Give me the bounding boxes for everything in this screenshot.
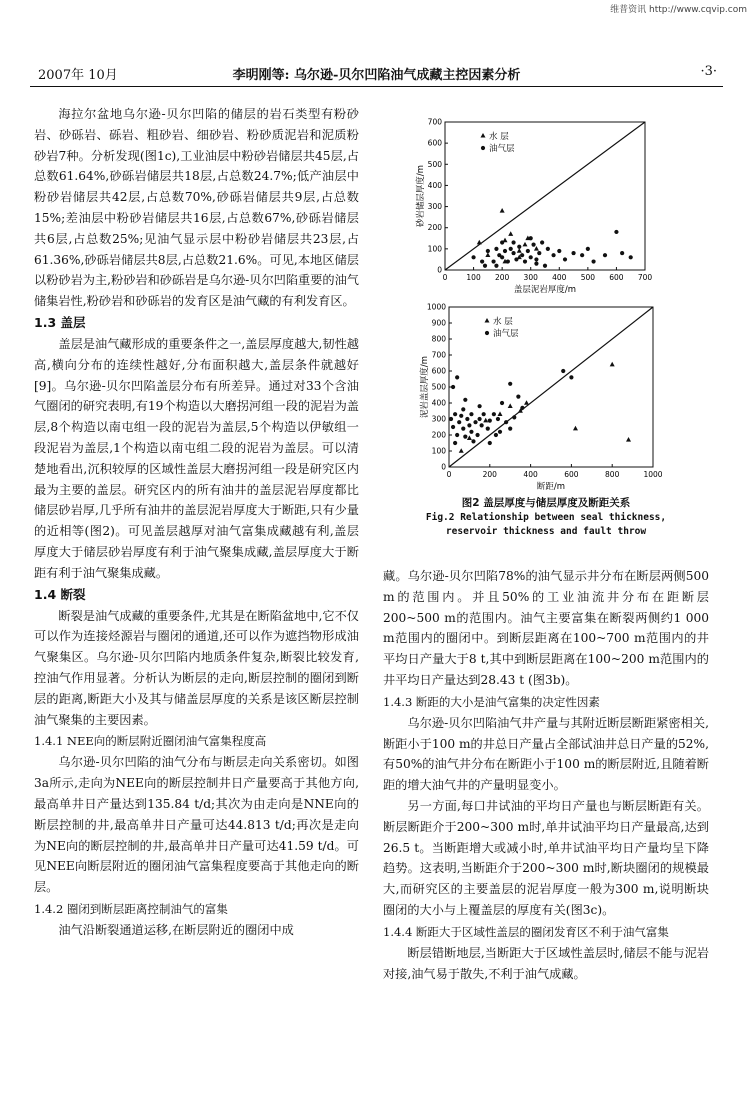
oil-gas-layer-point <box>494 247 498 251</box>
oil-gas-layer-point <box>486 249 490 253</box>
oil-gas-layer-point <box>488 419 492 423</box>
oil-gas-layer-point <box>543 264 547 268</box>
page-number: ·3· <box>700 64 717 79</box>
chart-reservoir-vs-seal <box>383 110 709 295</box>
oil-gas-layer-point <box>494 264 498 268</box>
x-tick-label: 100 <box>466 273 481 282</box>
paragraph: 海拉尔盆地乌尔逊-贝尔凹陷的储层的岩石类型有粉砂岩、砂砾岩、砾岩、粗砂岩、细砂岩、粉砂质泥岩和泥质粉砂岩7种。分析发现(图1c),工业油层中粉砂岩储层共45层,占总数61.64%,砂砾岩储层共18层,占总数24.7%;低产油层中粉砂岩储层共42层,占总数70%,砂砾岩储层共9层,占总数15%;差油层中粉砂岩储层共16层,占总数67%,砂砾岩储层共6层,占总数25%;见油气显示层中粉砂岩储层共23层,占61.36%,砂砾岩储层共8层,占总数21.6%。可见,本地区储层以粉砂岩为主,粉砂岩和砂砾岩是乌尔逊-贝尔凹陷重要的油气储集岩性,粉砂岩和砂砾岩的发育区是油气藏的有利发育区。 <box>34 107 359 309</box>
legend-oil-label: 油气层 <box>489 144 515 154</box>
oil-gas-layer-point <box>478 404 482 408</box>
water-layer-point <box>500 208 505 213</box>
legend-triangle-marker <box>481 133 486 138</box>
oil-gas-layer-point <box>449 417 453 421</box>
oil-gas-layer-point <box>512 415 516 419</box>
chart-seal-vs-throw <box>383 301 709 501</box>
oil-gas-layer-point <box>453 412 457 416</box>
subsection-heading: 1.4.1 NEE向的断层附近圈闭油气富集程度高 <box>34 734 267 749</box>
oil-gas-layer-point <box>491 259 495 263</box>
water-layer-point <box>534 246 539 251</box>
figure-caption <box>383 495 709 539</box>
oil-gas-layer-point <box>537 251 541 255</box>
y-tick-label: 500 <box>427 159 442 169</box>
oil-gas-layer-point <box>500 240 504 244</box>
water-layer-point <box>467 435 472 440</box>
oil-gas-layer-point <box>546 247 550 251</box>
y-tick-label: 700 <box>427 117 442 127</box>
oil-gas-layer-point <box>620 251 624 255</box>
x-tick-label: 500 <box>580 273 596 282</box>
oil-gas-layer-point <box>500 401 504 405</box>
oil-gas-layer-point <box>463 435 467 439</box>
oil-gas-layer-point <box>508 427 512 431</box>
paragraph: 乌尔逊-贝尔凹陷油气井产量与其附近断层断距紧密相关,断距小于100 m的井总日产量占全部试油井总日产量的52%,有50%的油气井分布在断距小于100 m的断层附近,且随着断距的增大油气井的产量明显变小。 <box>383 715 709 793</box>
legend-triangle-marker <box>485 318 490 323</box>
y-tick-label: 200 <box>427 223 442 233</box>
legend-dot-marker <box>481 146 485 150</box>
oil-gas-layer-point <box>529 236 533 240</box>
oil-gas-layer-point <box>511 251 515 255</box>
oil-gas-layer-point <box>569 375 573 379</box>
oil-gas-layer-point <box>455 375 459 379</box>
oil-gas-layer-point <box>480 423 484 427</box>
x-tick-label: 0 <box>442 273 448 282</box>
paragraph: 另一方面,每口井试油的平均日产量也与断层断距有关。断层断距介于200~300 m时,单井试油平均日产量最高,达到26.5 t。当断距增大或减小时,单井试油平均日产量均呈下降趋势。这表明,当断距介于200~300 m时,断块圈闭的规模最大,而研究区的主要盖层的泥岩厚度一般为300 m,说明断块圈闭的大小与上覆盖层的厚度有关(图3c)。 <box>383 798 709 917</box>
oil-gas-layer-point <box>526 249 530 253</box>
oil-gas-layer-point <box>469 412 473 416</box>
oil-gas-layer-point <box>469 430 473 434</box>
y-tick-label: 100 <box>427 244 442 254</box>
section-heading: 1.4 断裂 <box>34 586 86 602</box>
y-axis-label: 砂岩储层厚度/m <box>416 164 426 228</box>
subsection-heading: 1.4.4 断距大于区域性盖层的圈闭发育区不利于油气富集 <box>383 924 669 939</box>
x-axis-label: 断距/m <box>536 482 566 492</box>
oil-gas-layer-point <box>586 247 590 251</box>
reference-line <box>449 307 653 467</box>
water-layer-point <box>517 248 522 253</box>
oil-gas-layer-point <box>529 255 533 259</box>
water-layer-point <box>523 242 528 247</box>
oil-gas-layer-point <box>629 255 633 259</box>
legend-water-label: 水 层 <box>489 132 509 142</box>
oil-gas-layer-point <box>461 407 465 411</box>
y-tick-label: 300 <box>431 414 446 424</box>
x-tick-label: 400 <box>552 273 567 282</box>
oil-gas-layer-point <box>451 385 455 389</box>
oil-gas-layer-point <box>483 264 487 268</box>
water-layer-point <box>485 252 490 257</box>
y-tick-label: 700 <box>431 350 446 360</box>
oil-gas-layer-point <box>482 412 486 416</box>
y-tick-label: 1000 <box>426 302 446 312</box>
oil-gas-layer-point <box>517 245 521 249</box>
x-tick-label: 300 <box>523 273 538 282</box>
x-tick-label: 800 <box>605 470 620 479</box>
oil-gas-layer-point <box>563 257 567 261</box>
subsection-heading: 1.4.2 圈闭到断层距离控制油气的富集 <box>34 901 228 916</box>
paragraph: 油气沿断裂通道运移,在断层附近的圈闭中成 <box>58 922 294 937</box>
oil-gas-layer-point <box>561 369 565 373</box>
oil-gas-layer-point <box>523 259 527 263</box>
oil-gas-layer-point <box>511 240 515 244</box>
caption-en-line2: reservoir thickness and fault throw <box>445 526 647 537</box>
y-tick-label: 900 <box>431 318 446 328</box>
y-tick-label: 600 <box>427 138 442 148</box>
oil-gas-layer-point <box>534 257 538 261</box>
oil-gas-layer-point <box>480 259 484 263</box>
figure-2 <box>383 110 709 505</box>
oil-gas-layer-point <box>492 412 496 416</box>
oil-gas-layer-point <box>457 420 461 424</box>
x-tick-label: 600 <box>609 273 624 282</box>
oil-gas-layer-point <box>551 253 555 257</box>
y-tick-label: 0 <box>441 462 446 472</box>
reference-line <box>445 122 645 270</box>
water-layer-point <box>573 426 578 431</box>
oil-gas-layer-point <box>473 420 477 424</box>
paragraph: 断层错断地层,当断距大于区域性盖层时,储层不能与泥岩对接,油气易于散失,不利于油气成藏。 <box>383 945 709 981</box>
oil-gas-layer-point <box>486 427 490 431</box>
oil-gas-layer-point <box>508 382 512 386</box>
oil-gas-layer-point <box>500 255 504 259</box>
oil-gas-layer-point <box>603 253 607 257</box>
oil-gas-layer-point <box>580 253 584 257</box>
oil-gas-layer-point <box>504 420 508 424</box>
oil-gas-layer-point <box>509 247 513 251</box>
water-layer-point <box>477 240 482 245</box>
oil-gas-layer-point <box>520 253 524 257</box>
oil-gas-layer-point <box>461 427 465 431</box>
legend-water-label: 水 层 <box>493 317 513 327</box>
water-layer-point <box>524 400 529 405</box>
x-tick-label: 0 <box>446 470 452 479</box>
oil-gas-layer-point <box>514 257 518 261</box>
oil-gas-layer-point <box>531 243 535 247</box>
y-tick-label: 300 <box>427 202 442 212</box>
oil-gas-layer-point <box>591 259 595 263</box>
oil-gas-layer-point <box>540 240 544 244</box>
y-tick-label: 200 <box>431 430 446 440</box>
oil-gas-layer-point <box>471 439 475 443</box>
oil-gas-layer-point <box>455 433 459 437</box>
oil-gas-layer-point <box>503 249 507 253</box>
oil-gas-layer-point <box>498 430 502 434</box>
oil-gas-layer-point <box>520 406 524 410</box>
oil-gas-layer-point <box>506 259 510 263</box>
oil-gas-layer-point <box>459 414 463 418</box>
water-layer-point <box>508 403 513 408</box>
x-tick-label: 200 <box>494 273 510 282</box>
x-tick-label: 200 <box>482 470 497 479</box>
x-tick-label: 600 <box>564 470 579 479</box>
oil-gas-layer-point <box>516 395 520 399</box>
y-tick-label: 500 <box>431 382 446 392</box>
y-tick-label: 600 <box>431 366 446 376</box>
x-tick-label: 1000 <box>643 470 663 479</box>
section-heading: 1.3 盖层 <box>34 314 86 330</box>
oil-gas-layer-point <box>496 417 500 421</box>
water-layer-point <box>626 437 631 442</box>
oil-gas-layer-point <box>571 251 575 255</box>
right-column <box>383 566 709 984</box>
caption-en-line1: Fig.2 Relationship between seal thickness, <box>425 512 667 523</box>
watermark: 维普资讯 http://www.cqvip.com <box>610 5 747 15</box>
legend-oil-label: 油气层 <box>493 329 519 339</box>
water-layer-point <box>498 411 503 416</box>
oil-gas-layer-point <box>614 230 618 234</box>
header-date: 2007年 10月 <box>38 68 118 83</box>
left-column <box>34 104 359 941</box>
header-rule <box>30 86 723 87</box>
subsection-heading: 1.4.3 断距的大小是油气富集的决定性因素 <box>383 694 600 709</box>
y-tick-label: 0 <box>437 265 442 275</box>
running-header <box>30 62 723 84</box>
y-tick-label: 800 <box>431 334 446 344</box>
y-axis-label: 泥岩盖层厚度/m <box>420 355 430 419</box>
y-tick-label: 100 <box>431 446 446 456</box>
paragraph: 盖层是油气藏形成的重要条件之一,盖层厚度越大,韧性越高,横向分布的连续性越好,分布面积越大,盖层条件就越好[9]。乌尔逊-贝尔凹陷盖层分布有所差异。通过对33个含油气圈闭的研究表明,有19个构造以大磨拐河组一段的泥岩为盖层,8个构造以南屯组一段的泥岩为盖层,5个构造以伊敏组一段泥岩为盖层,1个构造以南屯组二段的泥岩为盖层。可以清楚地看出,沉积较厚的区域性盖层大磨拐河组一段是研究区内最为主要的盖层。研究区内的所有油井的盖层泥岩厚度都比储层砂岩厚,几乎所有油井的盖层泥岩厚度大于断距,只有少量的近相等(图2)。可见盖层越厚对油气富集成藏越有利,盖层厚度大于储层砂岩厚度有利于油气聚集成藏,盖层厚度大于断距有利于油气聚集成藏。 <box>34 336 359 580</box>
x-tick-label: 400 <box>523 470 538 479</box>
oil-gas-layer-point <box>463 398 467 402</box>
oil-gas-layer-point <box>453 441 457 445</box>
oil-gas-layer-point <box>471 255 475 259</box>
oil-gas-layer-point <box>494 433 498 437</box>
water-layer-point <box>610 362 615 367</box>
paragraph: 断裂是油气成藏的重要条件,尤其是在断陷盆地中,它不仅可以作为连接烃源岩与圈闭的通道,还可以作为遮挡物形成油气聚集区。乌尔逊-贝尔凹陷内地质条件复杂,断裂比较发育,控油气作用显著。分析认为断层的走向,断层控制的圈闭到断层的距离,断距大小及其与储盖层厚度的关系是该区断层控制油气聚集的主要因素。 <box>34 608 359 727</box>
paragraph: 乌尔逊-贝尔凹陷的油气分布与断层走向关系密切。如图3a所示,走向为NEE向的断层控制井日产量要高于其他方向,最高单井日产量达到135.84 t/d;其次为由走向是NNE向的断层控制的井,最高单井日产量可达44.813 t/d;再次是走向为NE向的断层控制的井,最高单井日产量可达41.59 t/d。可见NEE向断层附近的圈闭油气富集程度要高于其他走向的断层。 <box>34 755 359 895</box>
oil-gas-layer-point <box>465 417 469 421</box>
y-tick-label: 400 <box>427 180 442 190</box>
oil-gas-layer-point <box>534 262 538 266</box>
oil-gas-layer-point <box>557 249 561 253</box>
header-title: 李明刚等: 乌尔逊-贝尔凹陷油气成藏主控因素分析 <box>232 68 521 83</box>
y-tick-label: 400 <box>431 398 446 408</box>
oil-gas-layer-point <box>488 441 492 445</box>
water-layer-point <box>483 418 488 423</box>
oil-gas-layer-point <box>478 417 482 421</box>
caption-zh: 图2 盖层厚度与储层厚度及断距关系 <box>461 497 631 509</box>
x-tick-label: 700 <box>637 273 653 282</box>
oil-gas-layer-point <box>467 423 471 427</box>
x-axis-label: 盖层泥岩厚度/m <box>513 285 577 295</box>
oil-gas-layer-point <box>451 425 455 429</box>
paragraph: 藏。乌尔逊-贝尔凹陷78%的油气显示井分布在断层两侧500 m的范围内。并且50%的工业油流井分布在距断层200~500 m的范围内。油气主要富集在断裂两侧约1 000 m范围内的圈闭中。到断层距离在100~700 m范围内的井平均日产量大于8 t,其中到断层距离在100~200 m范围内的井平均日产量达到28.43 t (图3b)。 <box>383 569 709 687</box>
water-layer-point <box>508 231 513 236</box>
legend-dot-marker <box>485 331 489 335</box>
oil-gas-layer-point <box>475 433 479 437</box>
water-layer-point <box>459 448 464 453</box>
